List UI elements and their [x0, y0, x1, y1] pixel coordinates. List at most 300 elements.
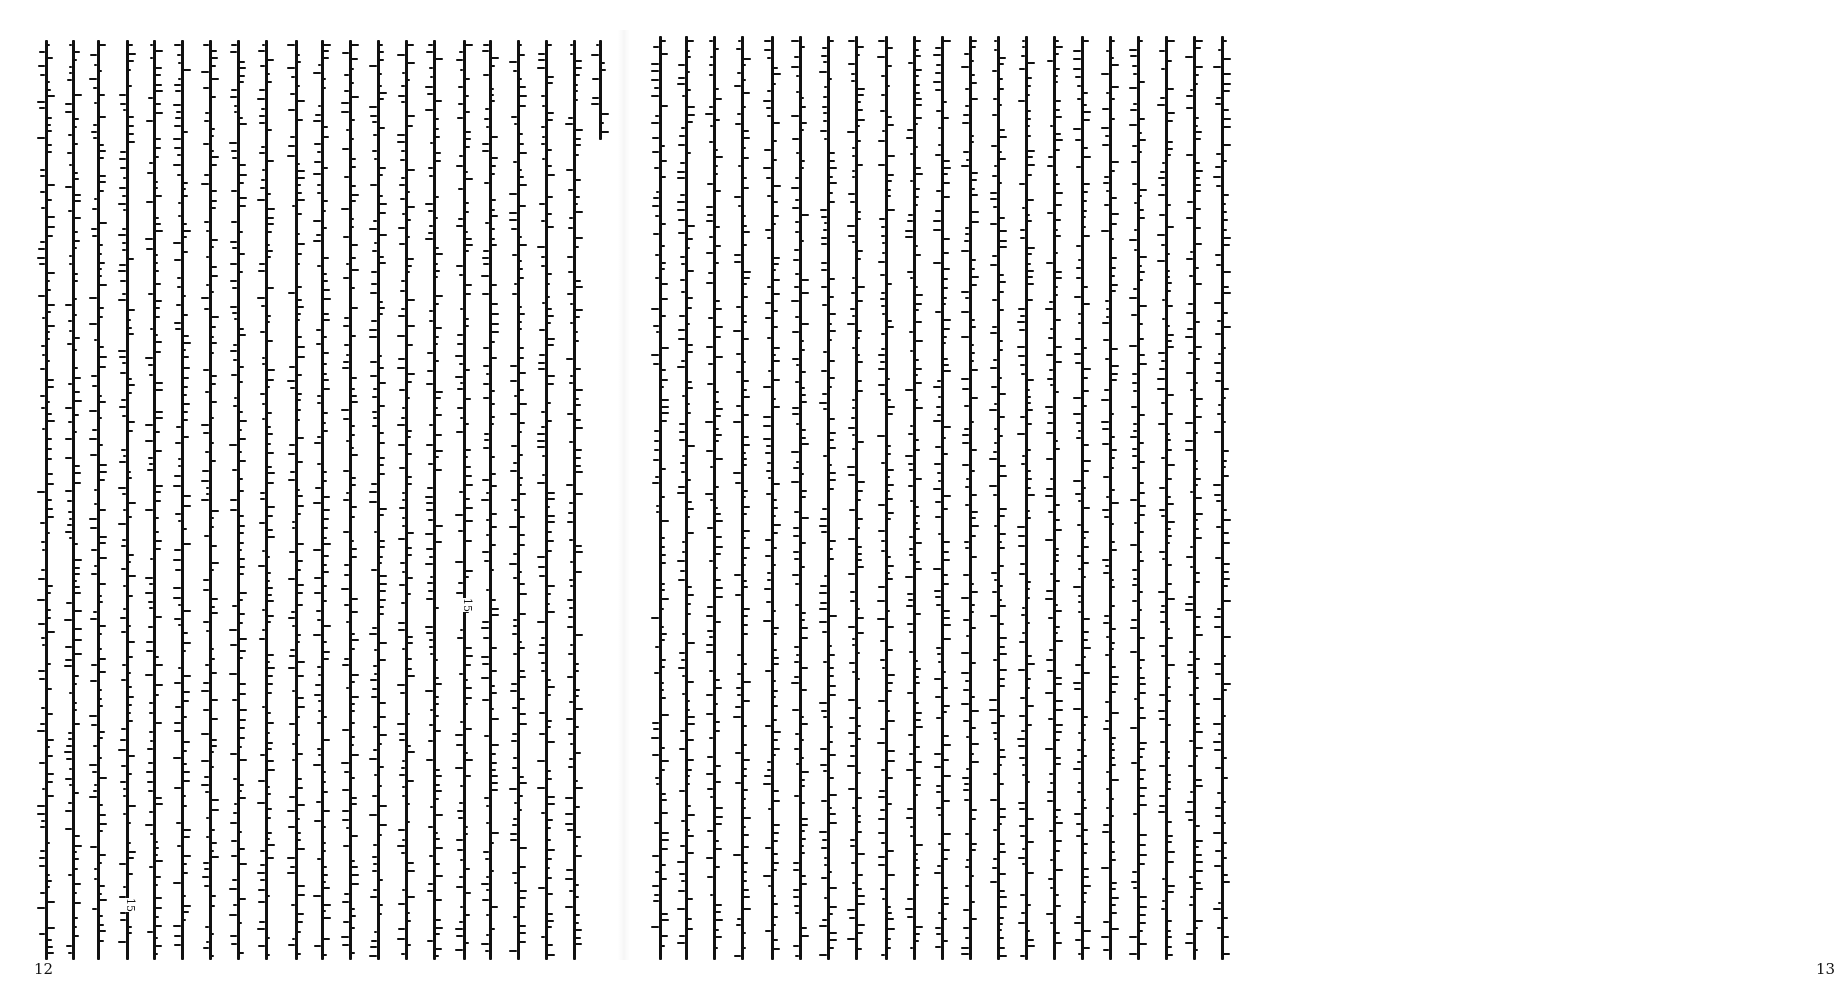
glyph-stroke: [297, 243, 305, 245]
text-column: [424, 0, 444, 992]
glyph-stroke: [687, 805, 691, 807]
glyph-stroke: [465, 423, 469, 425]
glyph-stroke: [829, 296, 834, 298]
glyph-stroke: [962, 464, 969, 466]
glyph-stroke: [37, 491, 45, 493]
glyph-stroke: [829, 685, 836, 687]
glyph-stroke: [314, 694, 321, 696]
glyph-stroke: [1195, 478, 1201, 480]
glyph-stroke: [351, 633, 355, 635]
glyph-stroke: [887, 928, 895, 930]
glyph-stroke: [1111, 691, 1116, 693]
glyph-stroke: [1167, 835, 1173, 837]
glyph-stroke: [1055, 319, 1061, 321]
glyph-stroke: [465, 892, 471, 894]
glyph-stroke: [1195, 840, 1203, 842]
glyph-stroke: [155, 517, 159, 519]
glyph-stroke: [857, 821, 861, 823]
glyph-stroke: [820, 209, 827, 211]
glyph-stroke: [1111, 86, 1119, 88]
glyph-stroke: [661, 347, 669, 349]
glyph-stroke: [183, 675, 191, 677]
glyph-stroke: [687, 769, 692, 771]
glyph-stroke: [239, 638, 247, 640]
glyph-stroke: [1195, 920, 1203, 922]
glyph-stroke: [99, 464, 107, 466]
glyph-stroke: [297, 787, 303, 789]
glyph-stroke: [491, 769, 496, 771]
glyph-stroke: [239, 737, 245, 739]
glyph-stroke: [743, 513, 747, 515]
glyph-stroke: [933, 81, 941, 83]
glyph-stroke: [397, 335, 405, 337]
glyph-stroke: [47, 927, 55, 929]
glyph-stroke: [915, 867, 920, 869]
glyph-stroke: [829, 479, 836, 481]
glyph-stroke: [1195, 47, 1201, 49]
glyph-stroke: [323, 136, 329, 138]
glyph-stroke: [155, 897, 162, 899]
glyph-stroke: [661, 283, 668, 285]
glyph-stroke: [74, 653, 82, 655]
glyph-stroke: [829, 667, 834, 669]
glyph-stroke: [118, 270, 126, 272]
glyph-stroke: [857, 119, 865, 121]
glyph-stroke: [351, 866, 358, 868]
glyph-stroke: [847, 909, 855, 911]
glyph-stroke: [435, 391, 443, 393]
glyph-stroke: [74, 559, 82, 561]
glyph-stroke: [342, 944, 349, 946]
glyph-stroke: [267, 223, 274, 225]
glyph-stroke: [119, 264, 126, 266]
glyph-stroke: [465, 178, 473, 180]
glyph-stroke: [933, 568, 941, 570]
glyph-stroke: [482, 551, 489, 553]
glyph-stroke: [1223, 460, 1227, 462]
glyph-stroke: [239, 784, 244, 786]
glyph-stroke: [351, 722, 355, 724]
glyph-stroke: [915, 874, 919, 876]
glyph-stroke: [743, 586, 748, 588]
glyph-stroke: [482, 50, 489, 52]
glyph-stroke: [174, 549, 181, 551]
glyph-stroke: [1129, 87, 1137, 89]
glyph-stroke: [591, 54, 599, 56]
glyph-stroke: [297, 753, 303, 755]
glyph-stroke: [1214, 616, 1221, 618]
glyph-stroke: [465, 540, 472, 542]
glyph-stroke: [801, 437, 806, 439]
glyph-stroke: [1073, 128, 1081, 130]
glyph-stroke: [687, 121, 693, 123]
glyph-stroke: [857, 300, 863, 302]
glyph-stroke: [99, 658, 106, 660]
glyph-stroke: [351, 287, 355, 289]
glyph-stroke: [297, 177, 305, 179]
glyph-stroke: [878, 856, 885, 858]
glyph-stroke: [819, 954, 827, 956]
glyph-stroke: [146, 248, 153, 250]
glyph-stroke: [465, 570, 473, 572]
glyph-stroke: [297, 569, 301, 571]
glyph-stroke: [791, 682, 799, 684]
glyph-stroke: [407, 44, 414, 46]
glyph-stroke: [74, 240, 80, 242]
glyph-stroke: [1055, 116, 1062, 118]
glyph-stroke: [1223, 271, 1231, 273]
glyph-stroke: [575, 368, 581, 370]
glyph-stroke: [1186, 154, 1193, 156]
glyph-stroke: [509, 212, 517, 214]
glyph-stroke: [1195, 703, 1200, 705]
glyph-stroke: [792, 207, 799, 209]
glyph-stroke: [687, 445, 695, 447]
glyph-stroke: [183, 495, 191, 497]
glyph-stroke: [915, 933, 920, 935]
glyph-stroke: [99, 536, 107, 538]
glyph-stroke: [1027, 135, 1031, 137]
glyph-stroke: [1167, 394, 1174, 396]
glyph-stroke: [601, 69, 606, 71]
glyph-stroke: [239, 898, 246, 900]
glyph-stroke: [943, 687, 948, 689]
glyph-stroke: [435, 919, 441, 921]
glyph-stroke: [1027, 678, 1031, 680]
glyph-stroke: [1129, 953, 1137, 955]
glyph-stroke: [715, 458, 723, 460]
glyph-stroke: [819, 71, 827, 73]
glyph-stroke: [1139, 209, 1144, 211]
glyph-stroke: [211, 842, 217, 844]
glyph-stroke: [1101, 230, 1109, 232]
glyph-stroke: [481, 883, 489, 885]
glyph-stroke: [47, 144, 52, 146]
glyph-stroke: [715, 929, 719, 931]
glyph-stroke: [999, 393, 1006, 395]
glyph-stroke: [297, 778, 302, 780]
glyph-stroke: [314, 577, 321, 579]
glyph-stroke: [510, 380, 517, 382]
glyph-stroke: [887, 65, 892, 67]
glyph-stroke: [773, 719, 777, 721]
text-column: [704, 0, 724, 992]
glyph-stroke: [239, 182, 244, 184]
glyph-stroke: [183, 182, 188, 184]
glyph-stroke: [435, 927, 443, 929]
glyph-stroke: [819, 608, 827, 610]
glyph-stroke: [887, 453, 891, 455]
glyph-stroke: [379, 508, 387, 510]
glyph-stroke: [1055, 894, 1059, 896]
glyph-stroke: [65, 531, 72, 533]
glyph-stroke: [351, 639, 359, 641]
glyph-stroke: [119, 356, 126, 358]
glyph-stroke: [128, 53, 136, 55]
glyph-stroke: [734, 85, 741, 87]
glyph-stroke: [1223, 286, 1229, 288]
glyph-stroke: [155, 67, 162, 69]
glyph-stroke: [1130, 109, 1137, 111]
glyph-stroke: [971, 449, 977, 451]
glyph-stroke: [99, 471, 107, 473]
glyph-stroke: [1223, 917, 1228, 919]
glyph-stroke: [575, 144, 581, 146]
glyph-stroke: [829, 947, 834, 949]
glyph-stroke: [1055, 219, 1061, 221]
glyph-stroke: [65, 304, 72, 306]
glyph-stroke: [297, 661, 305, 663]
glyph-stroke: [1167, 700, 1171, 702]
glyph-stroke: [323, 791, 328, 793]
glyph-stroke: [99, 44, 106, 46]
glyph-stroke: [575, 316, 580, 318]
glyph-stroke: [715, 621, 721, 623]
glyph-stroke: [575, 280, 581, 282]
glyph-stroke: [801, 785, 805, 787]
glyph-stroke: [519, 493, 526, 495]
glyph-stroke: [1055, 529, 1062, 531]
glyph-stroke: [971, 82, 977, 84]
glyph-stroke: [763, 100, 771, 102]
glyph-stroke: [743, 775, 747, 777]
glyph-stroke: [1186, 372, 1193, 374]
glyph-stroke: [677, 861, 685, 863]
glyph-stroke: [47, 939, 52, 941]
glyph-stroke: [915, 746, 920, 748]
glyph-stroke: [715, 300, 720, 302]
glyph-stroke: [482, 143, 489, 145]
glyph-stroke: [971, 696, 975, 698]
glyph-stroke: [1139, 854, 1147, 856]
glyph-stroke: [1195, 138, 1201, 140]
glyph-stroke: [456, 265, 463, 267]
glyph-stroke: [1055, 53, 1059, 55]
glyph-stroke: [342, 367, 349, 369]
glyph-stroke: [829, 278, 835, 280]
glyph-stroke: [961, 953, 969, 955]
glyph-stroke: [1111, 882, 1117, 884]
glyph-stroke: [323, 373, 327, 375]
glyph-stroke: [183, 543, 191, 545]
glyph-stroke: [1167, 88, 1174, 90]
glyph-stroke: [211, 799, 219, 801]
glyph-stroke: [174, 147, 181, 149]
glyph-stroke: [47, 585, 53, 587]
glyph-stroke: [211, 510, 219, 512]
glyph-stroke: [323, 866, 327, 868]
glyph-stroke: [547, 944, 553, 946]
glyph-stroke: [661, 412, 669, 414]
glyph-stroke: [509, 61, 517, 63]
glyph-stroke: [1083, 377, 1088, 379]
glyph-stroke: [915, 254, 921, 256]
glyph-stroke: [323, 298, 331, 300]
glyph-stroke: [1083, 210, 1087, 212]
glyph-stroke: [351, 269, 359, 271]
glyph-stroke: [848, 235, 855, 237]
glyph-stroke: [1027, 517, 1031, 519]
glyph-stroke: [201, 424, 209, 426]
glyph-stroke: [128, 309, 135, 311]
glyph-stroke: [491, 782, 498, 784]
glyph-stroke: [239, 490, 244, 492]
glyph-stroke: [351, 166, 356, 168]
glyph-stroke: [435, 715, 439, 717]
glyph-stroke: [519, 723, 527, 725]
glyph-stroke: [435, 607, 439, 609]
glyph-stroke: [314, 143, 321, 145]
glyph-stroke: [456, 744, 463, 746]
glyph-stroke: [943, 918, 947, 920]
glyph-stroke: [801, 292, 809, 294]
glyph-stroke: [379, 442, 385, 444]
glyph-stroke: [687, 739, 694, 741]
glyph-stroke: [1027, 174, 1032, 176]
glyph-stroke: [677, 942, 685, 944]
glyph-stroke: [715, 326, 723, 328]
glyph-stroke: [687, 681, 694, 683]
glyph-stroke: [1130, 727, 1137, 729]
glyph-stroke: [773, 739, 778, 741]
glyph-stroke: [706, 857, 713, 859]
glyph-stroke: [887, 874, 895, 876]
glyph-stroke: [239, 271, 243, 273]
glyph-stroke: [145, 674, 153, 676]
glyph-stroke: [435, 160, 441, 162]
glyph-stroke: [342, 148, 349, 150]
glyph-stroke: [661, 760, 669, 762]
glyph-stroke: [773, 824, 780, 826]
glyph-stroke: [971, 397, 978, 399]
glyph-stroke: [575, 179, 581, 181]
glyph-stroke: [791, 115, 799, 117]
glyph-stroke: [239, 478, 243, 480]
glyph-stroke: [47, 901, 55, 903]
glyph-stroke: [323, 509, 330, 511]
glyph-stroke: [829, 432, 836, 434]
glyph-stroke: [369, 491, 377, 493]
glyph-stroke: [1139, 659, 1145, 661]
glyph-stroke: [183, 436, 189, 438]
glyph-stroke: [1223, 532, 1229, 534]
glyph-stroke: [398, 358, 405, 360]
glyph-stroke: [74, 917, 78, 919]
glyph-stroke: [481, 677, 489, 679]
glyph-stroke: [118, 203, 126, 205]
glyph-stroke: [1195, 283, 1202, 285]
glyph-stroke: [145, 577, 153, 579]
glyph-stroke: [651, 122, 659, 124]
glyph-stroke: [183, 356, 189, 358]
glyph-stroke: [74, 414, 79, 416]
glyph-stroke: [369, 758, 377, 760]
glyph-stroke: [1101, 867, 1109, 869]
glyph-stroke: [491, 753, 496, 755]
glyph-stroke: [829, 794, 837, 796]
glyph-stroke: [961, 947, 969, 949]
text-column: [846, 0, 866, 992]
glyph-stroke: [1027, 655, 1032, 657]
glyph-stroke: [661, 268, 665, 270]
glyph-stroke: [706, 346, 713, 348]
glyph-stroke: [943, 940, 948, 942]
glyph-stroke: [575, 726, 579, 728]
glyph-stroke: [398, 829, 405, 831]
glyph-stroke: [145, 238, 153, 240]
glyph-stroke: [1195, 846, 1199, 848]
glyph-stroke: [119, 406, 126, 408]
glyph-stroke: [565, 823, 573, 825]
glyph-stroke: [351, 484, 356, 486]
glyph-stroke: [407, 115, 415, 117]
glyph-stroke: [773, 73, 781, 75]
glyph-stroke: [887, 47, 893, 49]
glyph-stroke: [999, 873, 1006, 875]
glyph-stroke: [829, 447, 836, 449]
text-column: [144, 0, 164, 992]
glyph-stroke: [537, 787, 545, 789]
text-column: [1184, 0, 1204, 992]
glyph-stroke: [491, 284, 497, 286]
glyph-stroke: [155, 431, 160, 433]
glyph-stroke: [455, 734, 463, 736]
glyph-stroke: [971, 319, 975, 321]
glyph-stroke: [934, 766, 941, 768]
glyph-stroke: [1223, 211, 1227, 213]
glyph-stroke: [651, 79, 659, 81]
glyph-stroke: [1167, 528, 1171, 530]
glyph-stroke: [943, 268, 950, 270]
glyph-stroke: [575, 806, 580, 808]
glyph-stroke: [211, 156, 219, 158]
glyph-stroke: [379, 702, 386, 704]
glyph-stroke: [820, 585, 827, 587]
glyph-stroke: [211, 164, 217, 166]
glyph-stroke: [801, 627, 808, 629]
glyph-stroke: [128, 554, 134, 556]
glyph-stroke: [1158, 811, 1165, 813]
glyph-stroke: [1223, 636, 1231, 638]
glyph-stroke: [1129, 49, 1137, 51]
glyph-stroke: [465, 325, 469, 327]
glyph-stroke: [491, 685, 495, 687]
glyph-stroke: [962, 122, 969, 124]
glyph-stroke: [183, 314, 188, 316]
glyph-stroke: [661, 369, 666, 371]
glyph-stroke: [829, 182, 837, 184]
glyph-stroke: [1027, 449, 1031, 451]
glyph-stroke: [211, 598, 218, 600]
glyph-stroke: [1083, 235, 1090, 237]
glyph-stroke: [575, 309, 583, 311]
glyph-stroke: [407, 219, 411, 221]
glyph-stroke: [323, 313, 329, 315]
glyph-stroke: [661, 298, 668, 300]
glyph-stroke: [943, 252, 949, 254]
glyph-stroke: [764, 588, 771, 590]
glyph-stroke: [687, 586, 692, 588]
glyph-stroke: [519, 698, 525, 700]
glyph-stroke: [1213, 176, 1221, 178]
glyph-stroke: [971, 727, 976, 729]
glyph-stroke: [1139, 707, 1144, 709]
glyph-stroke: [773, 862, 779, 864]
glyph-stroke: [1074, 688, 1081, 690]
glyph-stroke: [379, 195, 383, 197]
glyph-stroke: [1167, 851, 1175, 853]
glyph-stroke: [74, 723, 80, 725]
